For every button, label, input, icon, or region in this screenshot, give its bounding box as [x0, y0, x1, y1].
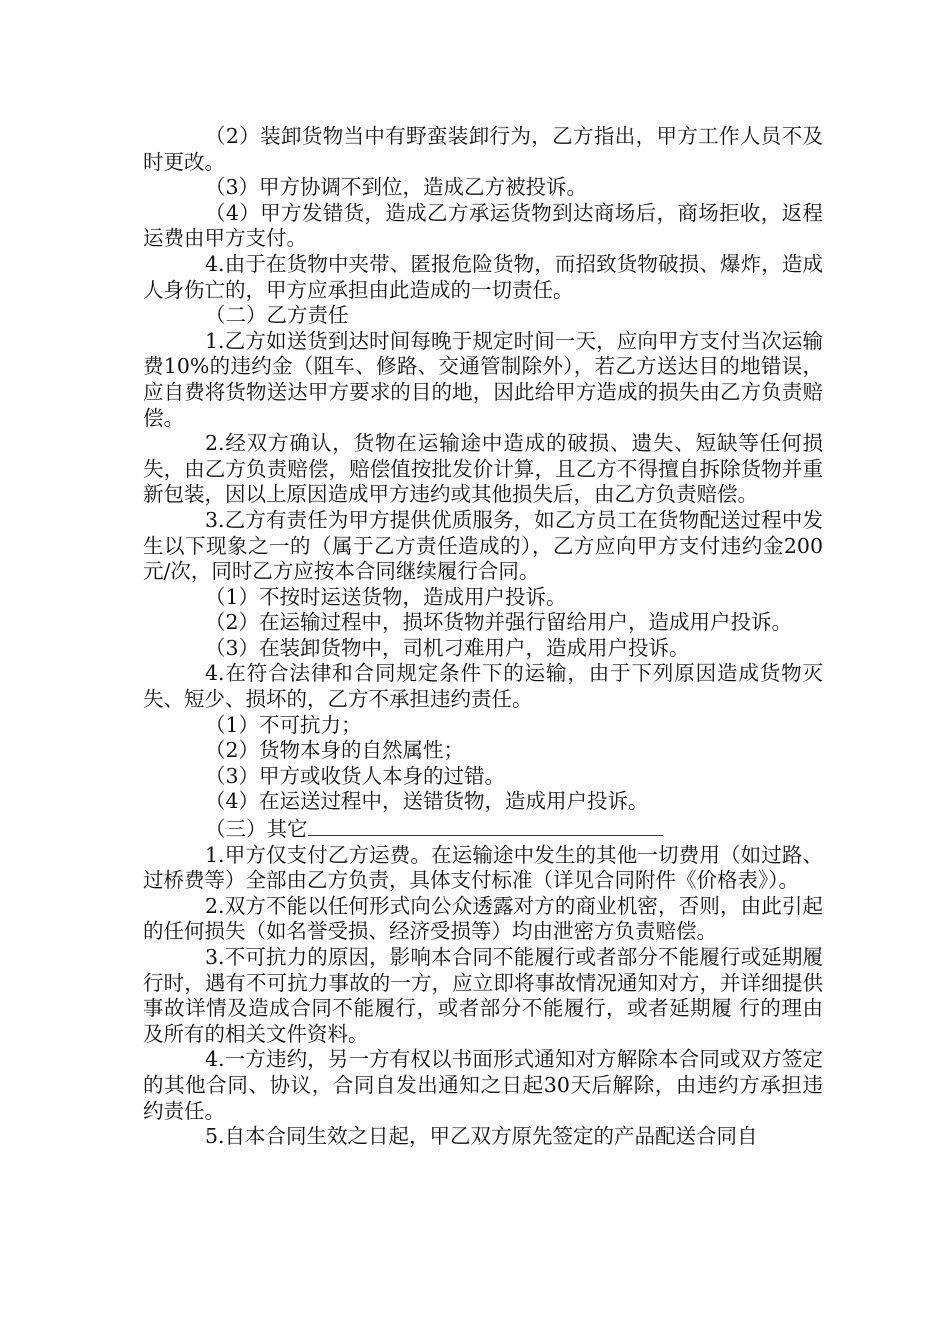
section-heading: （三）其它 — [205, 817, 308, 842]
fill-in-blank-line — [308, 815, 663, 836]
section-heading-with-blank — [143, 815, 823, 843]
paragraph: 2.双方不能以任何形式向公众透露对方的商业机密，否则，由此引起的任何损失（如名誉受损、经济受损等）均由泄密方负责赔偿。 — [143, 893, 823, 944]
paragraph: （3）甲方或收货人本身的过错。 — [205, 763, 506, 788]
paragraph: （4）甲方发错货，造成乙方承运货物到达商场后，商场拒收，返程运费由甲方支付。 — [143, 200, 823, 251]
paragraph: （3）在装卸货物中，司机刁难用户，造成用户投诉。 — [205, 635, 690, 660]
paragraph: 4.在符合法律和合同规定条件下的运输，由于下列原因造成货物灭失、短少、损坏的，乙方不承担违约责任。 — [143, 661, 823, 712]
paragraph: 2.经双方确认，货物在运输途中造成的破损、遗失、短缺等任何损失，由乙方负责赔偿，赔偿值按批发价计算，且乙方不得擅自拆除货物并重新包装，因以上原因造成甲方违约或其他损失后，由乙方负责赔偿。 — [143, 431, 823, 507]
paragraph: （3）甲方协调不到位，造成乙方被投诉。 — [205, 175, 588, 200]
paragraph: （4）在运送过程中，送错货物，造成用户投诉。 — [205, 789, 649, 814]
paragraph: 5.自本合同生效之日起，甲乙双方原先签定的产品配送合同自 — [205, 1124, 758, 1149]
document-body — [143, 124, 823, 1150]
paragraph: （2）货物本身的自然属性； — [205, 738, 465, 763]
section-heading: （二）乙方责任 — [205, 303, 349, 328]
paragraph: （2）装卸货物当中有野蛮装卸行为，乙方指出，甲方工作人员不及时更改。 — [143, 124, 823, 174]
paragraph: （2）在运输过程中，损坏货物并强行留给用户，造成用户投诉。 — [205, 610, 793, 635]
paragraph: （1）不可抗力； — [205, 712, 362, 737]
paragraph: 4.一方违约，另一方有权以书面形式通知对方解除本合同或双方签定的其他合同、协议，合同自发出通知之日起30天后解除，由违约方承担违约责任。 — [143, 1047, 823, 1123]
paragraph: 3.不可抗力的原因，影响本合同不能履行或者部分不能履行或延期履行时，遇有不可抗力事故的一方，应立即将事故情况通知对方，并详细提供事故详情及造成合同不能履行，或者部分不能履行，或者延期履 行的理由及所有的相关文件资料。 — [143, 945, 823, 1046]
paragraph: （1）不按时运送货物，造成用户投诉。 — [205, 584, 567, 609]
paragraph: 1.乙方如送货到达时间每晚于规定时间一天，应向甲方支付当次运输费10%的违约金（阻车、修路、交通管制除外），若乙方送达目的地错误，应自费将货物送达甲方要求的目的地，因此给甲方造成的损失由乙方负责赔偿。 — [143, 328, 823, 430]
paragraph: 3.乙方有责任为甲方提供优质服务，如乙方员工在货物配送过程中发生以下现象之一的（属于乙方责任造成的），乙方应向甲方支付违约金200元/次，同时乙方应按本合同继续履行合同。 — [143, 507, 823, 584]
paragraph: 4.由于在货物中夹带、匿报危险货物，而招致货物破损、爆炸，造成人身伤亡的，甲方应承担由此造成的一切责任。 — [143, 251, 823, 302]
paragraph: 1.甲方仅支付乙方运费。在运输途中发生的其他一切费用（如过路、过桥费等）全部由乙方负责，具体支付标准（详见合同附件《价格表》）。 — [143, 842, 823, 893]
